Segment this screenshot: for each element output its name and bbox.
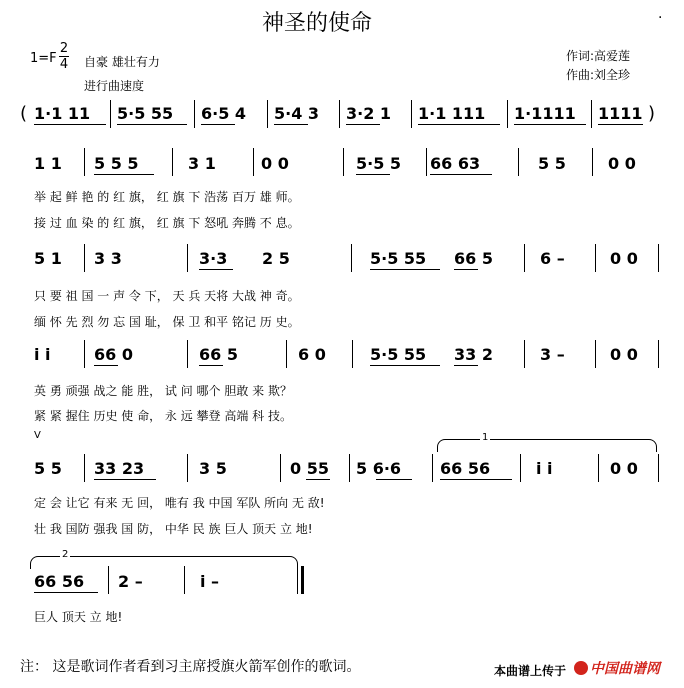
row1-measure-6: 66 63 <box>430 154 481 173</box>
row4-lyrics-verse2: 壮 我 国防 强我 国 防， 中华 民 族 巨人 顶天 立 地! <box>34 522 313 536</box>
row2-lyrics-verse2: 缅 怀 先 烈 勿 忘 国 耻， 保 卫 和平 铭记 历 史。 <box>34 315 300 329</box>
row4-measure-1: 5 5 <box>34 459 62 478</box>
row3-measure-5: 5·5 55 <box>370 345 427 364</box>
intro-measure-2: 5·5 55 <box>117 104 174 123</box>
lyricist-credit: 作词:高爱莲 <box>566 49 631 63</box>
row1-measure-8: 0 0 <box>608 154 636 173</box>
expression-mark: 自豪 雄壮有力 <box>84 55 160 69</box>
row2-measure-4: 2 5 <box>262 249 290 268</box>
intro-measure-8: 1111 <box>598 104 643 123</box>
intro-close-paren: ) <box>648 103 656 124</box>
tempo-mark: 进行曲速度 <box>84 79 145 93</box>
row1-measure-4: 0 0 <box>261 154 289 173</box>
row3-lyrics-verse2: 紧 紧 握住 历史 使 命， 永 远 攀登 高端 科 技。 <box>34 409 292 423</box>
row2-measure-6: 66 5 <box>454 249 493 268</box>
row2-lyrics-verse1: 只 要 祖 国 一 声 令 下， 天 兵 天将 大战 神 奇。 <box>34 289 300 303</box>
site-logo-text: 中国曲谱网 <box>590 661 660 677</box>
row2-measure-8: 0 0 <box>610 249 638 268</box>
row3-measure-8: 0 0 <box>610 345 638 364</box>
row5-lyrics: 巨人 顶天 立 地! <box>34 610 123 624</box>
row3-measure-7: 3 – <box>540 345 565 364</box>
breath-mark: V <box>34 430 41 441</box>
row3-measure-3: 66 5 <box>199 345 238 364</box>
row1-measure-5: 5·5 5 <box>356 154 402 173</box>
row1-measure-7: 5 5 <box>538 154 566 173</box>
row5-measure-3: i – <box>200 572 220 591</box>
row4-measure-2: 33 23 <box>94 459 145 478</box>
row1-measure-2: 5 5 5 <box>94 154 139 173</box>
key-signature: 1=F <box>30 51 57 66</box>
row3-measure-6: 33 2 <box>454 345 493 364</box>
row3-measure-1: i i <box>34 345 51 364</box>
row4-lyrics-verse1: 定 会 让它 有来 无 回， 唯有 我 中国 军队 所向 无 敌! <box>34 496 325 510</box>
time-signature-top: 2 <box>59 41 69 56</box>
footnote: 注： 这是歌词作者看到习主席授旗火箭军创作的歌词。 <box>20 659 361 675</box>
row4-measure-6: 66 56 <box>440 459 491 478</box>
intro-measure-6: 1·1 111 <box>418 104 486 123</box>
row4-measure-3: 3 5 <box>199 459 227 478</box>
time-signature <box>58 41 70 72</box>
row2-measure-5: 5·5 55 <box>370 249 427 268</box>
row2-measure-7: 6 – <box>540 249 565 268</box>
corner-mark: · <box>658 10 663 26</box>
row4-measure-8: 0 0 <box>610 459 638 478</box>
time-signature-bottom: 4 <box>59 57 69 72</box>
row3-measure-4: 6 0 <box>298 345 326 364</box>
row2-measure-2: 3 3 <box>94 249 122 268</box>
row2-measure-1: 5 1 <box>34 249 62 268</box>
row5-measure-2: 2 – <box>118 572 143 591</box>
row5-measure-1: 66 56 <box>34 572 85 591</box>
volta-1-label: 1 <box>482 432 489 443</box>
intro-measure-5: 3·2 1 <box>346 104 392 123</box>
upload-note: 本曲谱上传于 <box>494 664 567 678</box>
site-logo-icon <box>574 661 588 675</box>
row1-lyrics-verse1: 举 起 鲜 艳 的 红 旗， 红 旗 下 浩荡 百万 雄 师。 <box>34 190 300 204</box>
intro-measure-3: 6·5 4 <box>201 104 247 123</box>
volta-1-bracket <box>437 439 657 452</box>
row3-lyrics-verse1: 英 勇 顽强 战之 能 胜， 试 问 哪个 胆敢 来 欺？ <box>34 384 292 398</box>
row4-measure-4: 0 55 <box>290 459 329 478</box>
row1-measure-3: 3 1 <box>188 154 216 173</box>
song-title: 神圣的使命 <box>262 11 373 36</box>
row4-measure-7: i i <box>536 459 553 478</box>
row1-measure-1: 1 1 <box>34 154 62 173</box>
composer-credit: 作曲:刘全珍 <box>566 68 631 82</box>
intro-measure-7: 1·1111 <box>514 104 576 123</box>
intro-open-paren: ( <box>20 103 28 124</box>
intro-measure-4: 5·4 3 <box>274 104 320 123</box>
site-logo <box>574 658 660 678</box>
volta-2-label: 2 <box>62 549 69 560</box>
row3-measure-2: 66 0 <box>94 345 133 364</box>
intro-measure-1: 1·1 11 <box>34 104 91 123</box>
row2-measure-3: 3·3 <box>199 249 228 268</box>
row4-measure-5: 5 6·6 <box>356 459 402 478</box>
row1-lyrics-verse2: 接 过 血 染 的 红 旗， 红 旗 下 怒吼 奔腾 不 息。 <box>34 216 300 230</box>
